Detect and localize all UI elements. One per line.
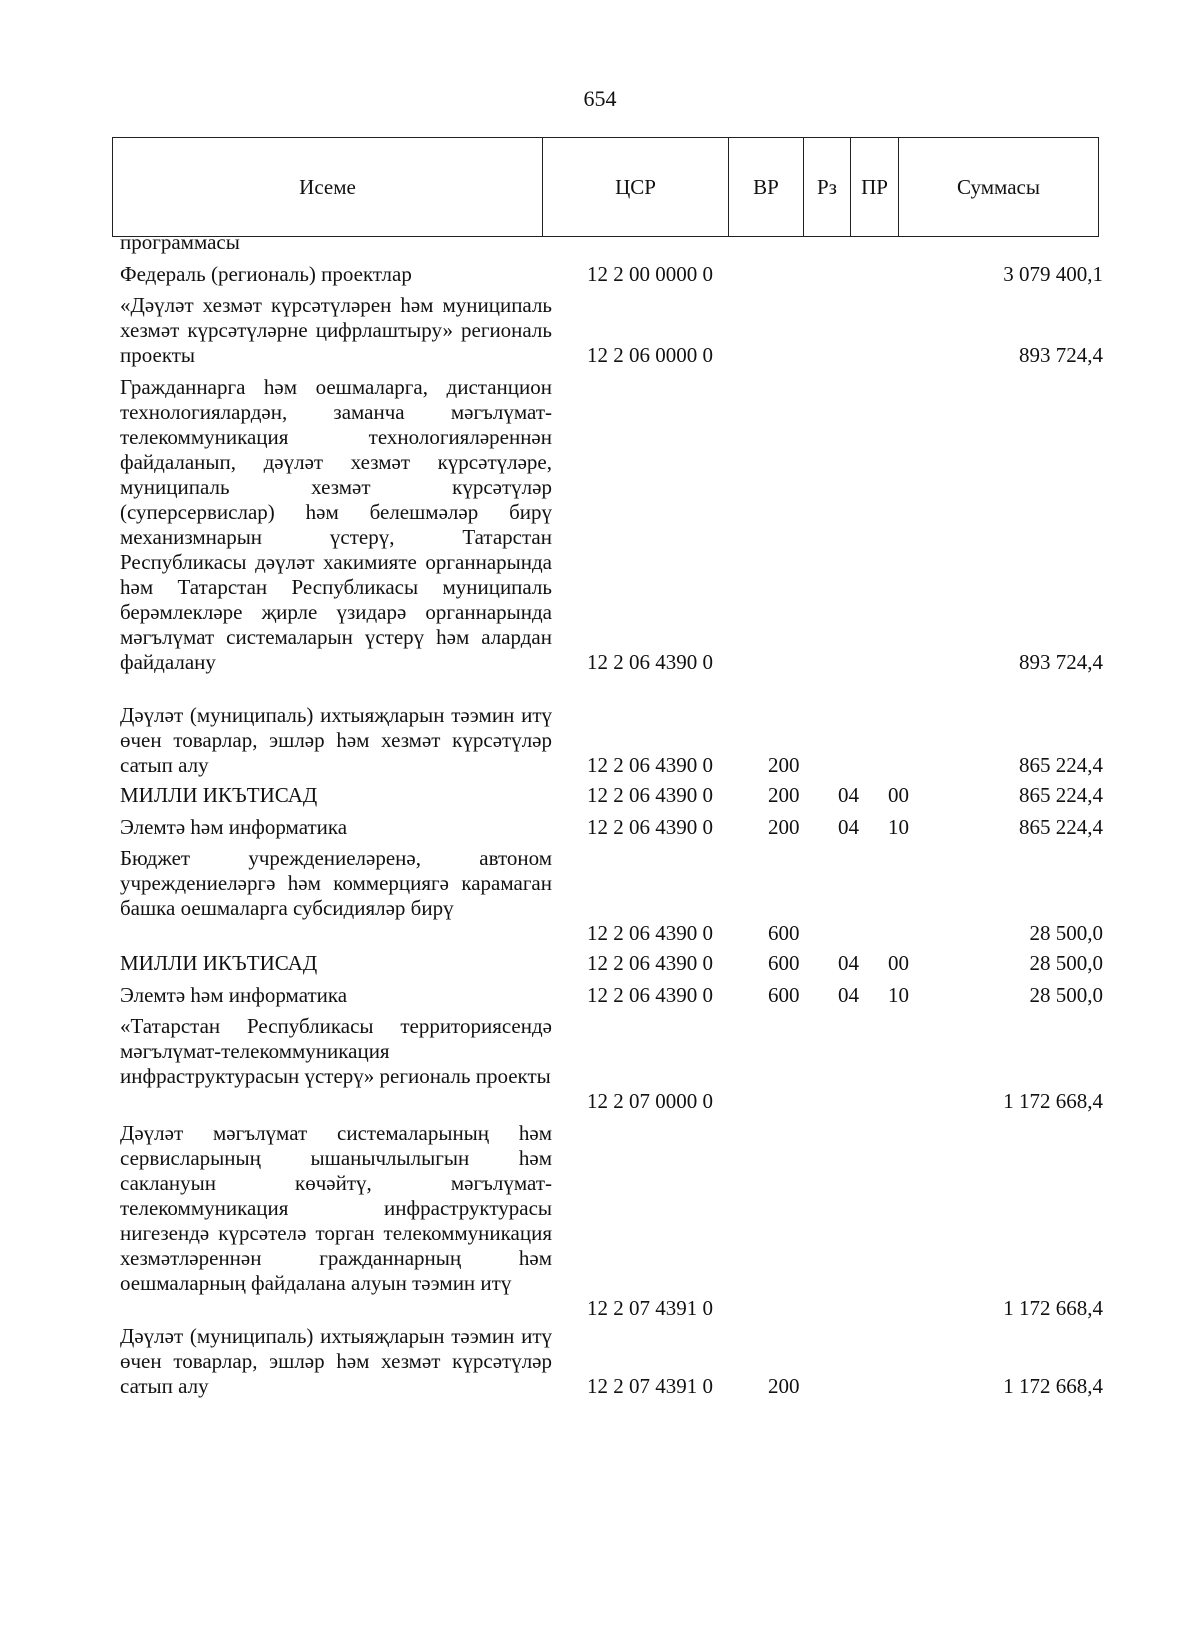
row-name: Бюджет учреждениеләренә, автоном учреждениеләргә һәм коммерциягә карамаган башка оешмаларга субсидияләр бирү bbox=[120, 846, 552, 920]
row-csr: 12 2 06 4390 0 bbox=[587, 983, 713, 1007]
row-pr: 00 bbox=[888, 951, 909, 975]
row-name: Дәүләт (муниципаль) ихтыяҗларын тәэмин итү өчен товарлар, эшләр һәм хезмәт күрсәтүләр сатып алу bbox=[120, 703, 552, 777]
row-name: Дәүләт мәгълүмат системаларының һәм сервисларының ышанычлылыгын һәм саклануын көчәйтү, мәгълүмат-телекоммуникация инфраструктурасы нигезендә күрсәтелә торган телекоммуникация хезмәтләреннән гражданнарның һәм оешмаларның файдалана алуын тәэмин итү bbox=[120, 1121, 552, 1295]
row-name: Элемтә һәм информатика bbox=[120, 815, 348, 839]
row-vr: 200 bbox=[768, 783, 800, 807]
table-row bbox=[0, 293, 1200, 368]
row-sum: 1 172 668,4 bbox=[1003, 1089, 1103, 1113]
table-row bbox=[0, 703, 1200, 778]
row-sum: 893 724,4 bbox=[1019, 650, 1103, 674]
table-row bbox=[0, 375, 1200, 675]
row-name: «Татарстан Республикасы территориясендә мәгълүмат-телекоммуникация инфраструктурасын үстерү» региональ проекты bbox=[120, 1014, 552, 1088]
row-rz: 04 bbox=[838, 951, 859, 975]
row-pr: 10 bbox=[888, 983, 909, 1007]
row-vr: 600 bbox=[768, 983, 800, 1007]
table-row bbox=[0, 951, 1200, 976]
row-rz: 04 bbox=[838, 783, 859, 807]
table-row bbox=[0, 230, 1200, 255]
row-name: МИЛЛИ ИКЪТИСАД bbox=[120, 951, 318, 975]
table-row bbox=[0, 1014, 1200, 1114]
row-name: программасы bbox=[120, 230, 240, 254]
header-csr: ЦСР bbox=[543, 138, 729, 236]
page-number: 654 bbox=[583, 86, 617, 111]
row-vr: 600 bbox=[768, 951, 800, 975]
table-row bbox=[0, 815, 1200, 840]
row-vr: 200 bbox=[768, 815, 800, 839]
row-vr: 200 bbox=[768, 753, 800, 777]
table-row bbox=[0, 1324, 1200, 1399]
row-name: Гражданнарга һәм оешмаларга, дистанцион технологиялардән, заманча мәгълүмат-телекоммуникация технологияләреннән файдаланып, дәүләт хезмәт күрсәтүләре, муниципаль хезмәт күрсәтүләр (суперсервислар) һәм белешмәләр бирү механизмнарын үстерү, Татарстан Республикасы дәүләт хакимияте органнарында һәм Татарстан Республикасы муниципаль берәмлекләре җирле үзидарә органнарында мәгълүмат системаларын үстерү һәм алардан файдалану bbox=[120, 375, 552, 674]
header-rz: Рз bbox=[804, 138, 851, 236]
row-sum: 1 172 668,4 bbox=[1003, 1374, 1103, 1398]
row-sum: 28 500,0 bbox=[1029, 921, 1103, 945]
row-rz: 04 bbox=[838, 983, 859, 1007]
row-csr: 12 2 06 0000 0 bbox=[587, 343, 713, 367]
row-sum: 865 224,4 bbox=[1019, 783, 1103, 807]
row-csr: 12 2 07 4391 0 bbox=[587, 1374, 713, 1398]
row-sum: 28 500,0 bbox=[1029, 983, 1103, 1007]
header-name: Исеме bbox=[113, 138, 543, 236]
row-csr: 12 2 06 4390 0 bbox=[587, 783, 713, 807]
row-csr: 12 2 06 4390 0 bbox=[587, 921, 713, 945]
row-csr: 12 2 07 0000 0 bbox=[587, 1089, 713, 1113]
row-sum: 3 079 400,1 bbox=[1003, 262, 1103, 286]
table-row bbox=[0, 262, 1200, 287]
row-vr: 200 bbox=[768, 1374, 800, 1398]
table-row bbox=[0, 783, 1200, 808]
table-row bbox=[0, 846, 1200, 946]
row-sum: 865 224,4 bbox=[1019, 815, 1103, 839]
row-name: Федераль (региональ) проектлар bbox=[120, 262, 412, 286]
row-csr: 12 2 06 4390 0 bbox=[587, 951, 713, 975]
header-vr: ВР bbox=[729, 138, 804, 236]
row-vr: 600 bbox=[768, 921, 800, 945]
header-pr: ПР bbox=[851, 138, 899, 236]
row-sum: 28 500,0 bbox=[1029, 951, 1103, 975]
header-sum: Суммасы bbox=[957, 174, 1040, 199]
row-rz: 04 bbox=[838, 815, 859, 839]
row-name: Элемтә һәм информатика bbox=[120, 983, 348, 1007]
row-pr: 10 bbox=[888, 815, 909, 839]
row-sum: 1 172 668,4 bbox=[1003, 1296, 1103, 1320]
row-sum: 865 224,4 bbox=[1019, 753, 1103, 777]
table-header bbox=[112, 137, 1099, 237]
row-name: Дәүләт (муниципаль) ихтыяҗларын тәэмин итү өчен товарлар, эшләр һәм хезмәт күрсәтүләр сатып алу bbox=[120, 1324, 552, 1398]
row-csr: 12 2 00 0000 0 bbox=[587, 262, 713, 286]
row-name: «Дәүләт хезмәт күрсәтүләрен һәм муниципаль хезмәт күрсәтүләрне цифрлаштыру» региональ проекты bbox=[120, 293, 552, 367]
table-row bbox=[0, 983, 1200, 1008]
row-name: МИЛЛИ ИКЪТИСАД bbox=[120, 783, 318, 807]
row-sum: 893 724,4 bbox=[1019, 343, 1103, 367]
row-csr: 12 2 06 4390 0 bbox=[587, 815, 713, 839]
row-csr: 12 2 06 4390 0 bbox=[587, 753, 713, 777]
row-csr: 12 2 06 4390 0 bbox=[587, 650, 713, 674]
row-csr: 12 2 07 4391 0 bbox=[587, 1296, 713, 1320]
row-pr: 00 bbox=[888, 783, 909, 807]
table-row bbox=[0, 1121, 1200, 1321]
